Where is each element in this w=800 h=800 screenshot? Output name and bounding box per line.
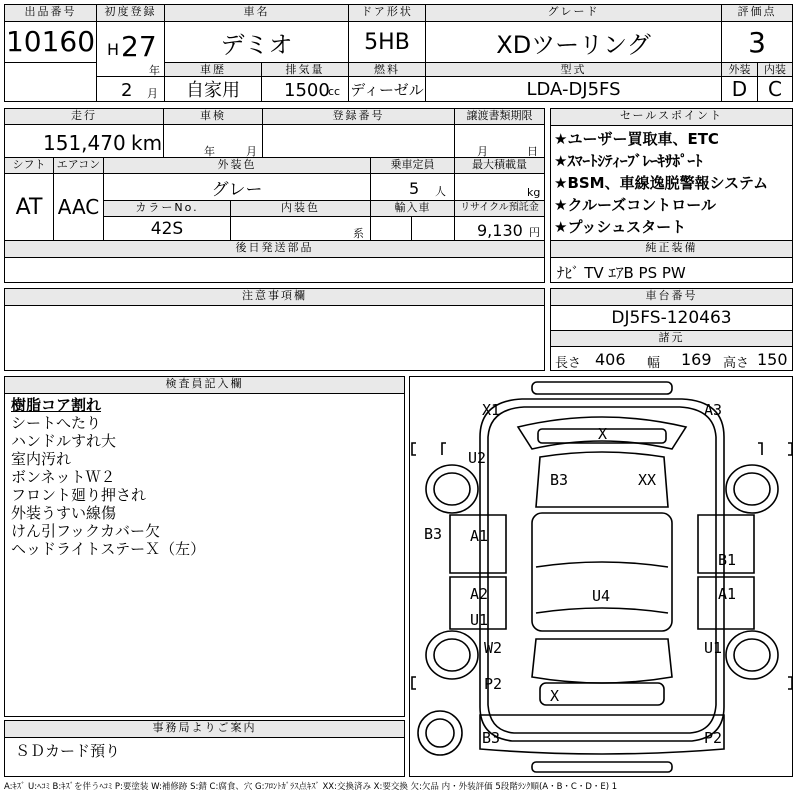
displacement: 1500 [284, 80, 330, 101]
door-label: ドア形状 [348, 4, 426, 22]
damage-mark: B3 [424, 525, 443, 543]
recycle: 9,130 [477, 221, 523, 240]
damage-mark: X1 [482, 401, 501, 419]
damage-mark: U4 [592, 587, 611, 605]
name-label: 車名 [164, 4, 349, 22]
inspector-title: 検査員記入欄 [4, 376, 405, 394]
car-diagram [409, 376, 793, 777]
inspector-line: ボンネットＷ２ [11, 468, 116, 486]
fuel: ディーゼル [348, 76, 426, 102]
interior-grade: C [757, 76, 793, 102]
capacity: 5 [409, 179, 420, 198]
displacement-label: 排気量 [261, 62, 349, 77]
car-name: デミオ [164, 21, 349, 63]
sales-point: ★BSM、車線逸脱警報システム [554, 174, 769, 192]
lot-label: 出品番号 [4, 4, 97, 22]
caution-title: 注意事項欄 [4, 288, 545, 306]
first-reg-year-cell [96, 21, 165, 77]
damage-mark: B1 [718, 551, 737, 569]
inspector-line: 樹脂コア割れ [11, 396, 102, 414]
damage-mark: U1 [704, 639, 723, 657]
capacity-cell [370, 173, 455, 201]
sales-title: セールスポイント [550, 108, 793, 126]
sales-points [554, 128, 790, 238]
recycle-label: リサイクル預託金 [454, 200, 545, 217]
inspector-line: ヘッドライトステーＸ（左） [11, 540, 206, 558]
load-label: 最大積載量 [454, 157, 545, 174]
damage-mark: W2 [484, 639, 503, 657]
sales-point: ★クルーズコントロール [554, 196, 716, 214]
inspector-line: 室内汚れ [11, 450, 72, 468]
first-reg-label: 初度登録 [96, 4, 165, 22]
history: 自家用 [164, 76, 262, 102]
damage-mark: X [550, 687, 560, 705]
transfer-day: 日 [527, 145, 538, 158]
damage-mark: B3 [482, 729, 501, 747]
grade-label: グレード [425, 4, 722, 22]
chassis-title: 車台番号 [550, 288, 793, 306]
transfer-month: 月 [477, 145, 488, 158]
height-label: 高さ [723, 356, 750, 371]
damage-mark: U1 [470, 611, 489, 629]
damage-mark: A2 [470, 585, 489, 603]
grade: XDツーリング [425, 21, 722, 63]
recycle-cell [454, 216, 545, 241]
damage-mark: B3 [550, 471, 569, 489]
inspection-label: 車検 [163, 108, 263, 125]
dims-label: 諸元 [550, 330, 793, 347]
import-label: 輸入車 [370, 200, 455, 217]
damage-mark: A1 [718, 585, 737, 603]
parts-label: 後日発送部品 [4, 240, 545, 258]
damage-mark: A3 [704, 401, 723, 419]
import-sub [411, 216, 455, 241]
length-label: 長さ [555, 356, 582, 371]
dims-row [550, 346, 793, 371]
damage-mark: A1 [470, 527, 489, 545]
sales-point: ★ｽﾏｰﾄｼﾃｨｰﾌﾞﾚｰｷｻﾎﾟｰﾄ [554, 152, 703, 170]
inspector-lines [11, 396, 205, 558]
ac: AAC [53, 173, 104, 241]
damage-mark: XX [638, 471, 657, 489]
inspector-line: シートへたり [11, 414, 102, 432]
legend: A:ｷｽﾞ U:ﾍｺﾐ B:ｷｽﾞを伴うﾍｺﾐ P:要塗装 W:補修跡 S:錆 C:腐食、穴 G:ﾌﾛﾝﾄｶﾞﾗｽ点ｷｽﾞ XX:交換済み X:要交換 欠:欠品 内・外装評価 5段階ﾗﾝｸ順(A・B・C・D・E) 1 [4, 782, 618, 792]
damage-mark: X [598, 425, 608, 443]
ac-label: エアコン [53, 157, 104, 174]
transfer-cell [454, 124, 545, 158]
inspector-body [4, 393, 405, 717]
equip-label: 純正装備 [550, 240, 793, 258]
inspection-cell [163, 124, 263, 158]
width: 169 [681, 350, 712, 369]
damage-mark: U2 [468, 449, 487, 467]
parts-cell [4, 257, 545, 283]
mileage: 151,470 [43, 131, 126, 155]
recycle-unit: 円 [529, 226, 540, 239]
score: 3 [721, 21, 793, 63]
color: グレー [103, 173, 371, 201]
office-text: ＳＤカード預り [15, 742, 121, 760]
length: 406 [595, 350, 626, 369]
int-color-unit: 系 [353, 227, 364, 240]
color-no: 42S [103, 216, 231, 241]
capacity-unit: 人 [435, 185, 446, 198]
mileage-cell [4, 124, 164, 158]
lot-number: 10160 [4, 21, 97, 63]
color-no-label: カラーNo. [103, 200, 231, 217]
damage-mark: P2 [484, 675, 503, 693]
caution-body [4, 305, 545, 371]
load-cell [454, 173, 545, 201]
interior-label: 内装 [757, 62, 793, 77]
displacement-cell [261, 76, 349, 102]
history-label: 車歴 [164, 62, 262, 77]
displacement-unit: cc [328, 85, 341, 98]
era: H [107, 40, 120, 59]
first-reg-month-cell [96, 76, 165, 102]
year-unit: 年 [149, 64, 160, 77]
load-unit: kg [527, 186, 541, 199]
shift-label: シフト [4, 157, 54, 174]
inspector-line: フロント廻り押され [11, 486, 147, 504]
width-label: 幅 [647, 356, 661, 371]
chassis-number: DJ5FS-120463 [550, 305, 793, 331]
equip: ﾅﾋﾞ TV ｴｱB PS PW [550, 257, 793, 283]
model: LDA-DJ5FS [425, 76, 722, 102]
reg-no-label: 登録番号 [262, 108, 455, 125]
insp-year-unit: 年 [204, 145, 215, 158]
office-title: 事務局よりご案内 [4, 720, 405, 738]
inspector-line: 外装うすい線傷 [11, 504, 117, 522]
reg-month: 2 [121, 80, 133, 101]
fuel-label: 燃料 [348, 62, 426, 77]
lot-blank [4, 62, 97, 102]
mileage-label: 走行 [4, 108, 164, 125]
office-body [4, 737, 405, 777]
inspector-line: けん引フックカバー欠 [11, 522, 160, 540]
transfer-label: 譲渡書類期限 [454, 108, 545, 125]
reg-no-cell [262, 124, 455, 158]
int-color-cell [230, 216, 371, 241]
sales-point: ★ユーザー買取車、ETC [554, 130, 719, 148]
exterior-grade: D [721, 76, 758, 102]
sales-point: ★プッシュスタート [554, 218, 687, 236]
month-unit: 月 [147, 87, 158, 100]
color-label: 外装色 [103, 157, 371, 174]
model-label: 型式 [425, 62, 722, 77]
inspector-line: ハンドルすれ大 [11, 432, 117, 450]
height: 150 [757, 350, 788, 369]
shift: AT [4, 173, 54, 241]
capacity-label: 乗車定員 [370, 157, 455, 174]
exterior-label: 外装 [721, 62, 758, 77]
mileage-unit: km [131, 131, 163, 155]
int-color-label: 内装色 [230, 200, 371, 217]
damage-mark: P2 [704, 729, 723, 747]
score-label: 評価点 [721, 4, 793, 22]
door-type: 5HB [348, 21, 426, 63]
reg-year: 27 [121, 30, 157, 63]
insp-month-unit: 月 [246, 145, 257, 158]
